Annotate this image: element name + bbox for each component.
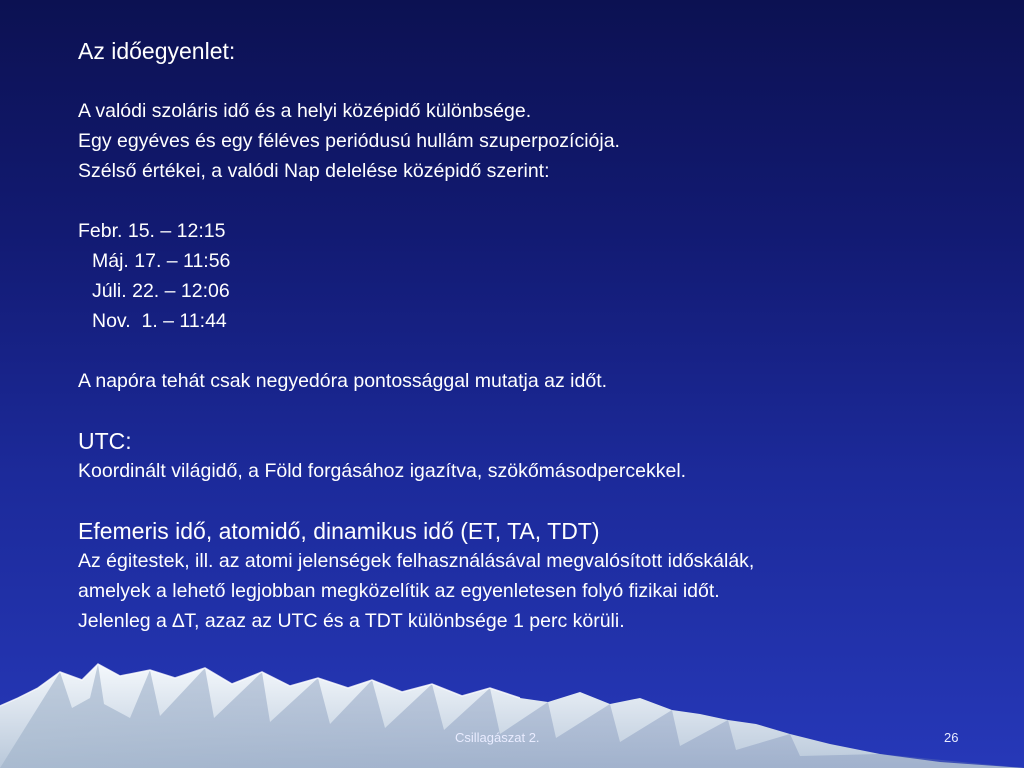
snowy-mountains-decoration [0,658,1024,768]
description-line: Egy egyéves és egy féléves periódusú hullám szuperpozíciója. [78,130,620,152]
extreme-values-list [78,216,998,336]
spacer [78,66,998,96]
description-line: Szélső értékei, a valódi Nap delelése középidő szerint: [78,160,550,182]
slide-content [78,36,998,636]
description-line: A valódi szoláris idő és a helyi középidő különbsége. [78,100,532,122]
extreme-value-item: Máj. 17. – 11:56 [92,250,231,272]
footer-title: Csillagászat 2. [455,730,540,745]
spacer [78,396,998,426]
ephemeris-line: amelyek a lehető legjobban megközelítik az egyenletesen folyó fizikai időt. [78,580,720,602]
ephemeris-heading: Efemeris idő, atomidő, dinamikus idő (ET, TA, TDT) [78,518,600,544]
sundial-note: A napóra tehát csak negyedóra pontossággal mutatja az időt. [78,370,608,392]
spacer [78,186,998,216]
spacer [78,486,998,516]
utc-heading: UTC: [78,428,132,454]
ephemeris-line: Az égitestek, ill. az atomi jelenségek felhasználásával megvalósított időskálák, [78,550,755,572]
extreme-value-item: Júli. 22. – 12:06 [92,280,230,302]
utc-description: Koordinált világidő, a Föld forgásához igazítva, szökőmásodpercekkel. [78,460,687,482]
page-number: 26 [944,730,959,745]
extreme-value-item: Nov. 1. – 11:44 [92,310,227,332]
extreme-value-item: Febr. 15. – 12:15 [78,220,226,242]
ephemeris-line: Jelenleg a ∆T, azaz az UTC és a TDT különbsége 1 perc körüli. [78,610,625,632]
slide-title: Az időegyenlet: [78,38,236,64]
spacer [78,336,998,366]
equation-of-time-description [78,96,998,186]
